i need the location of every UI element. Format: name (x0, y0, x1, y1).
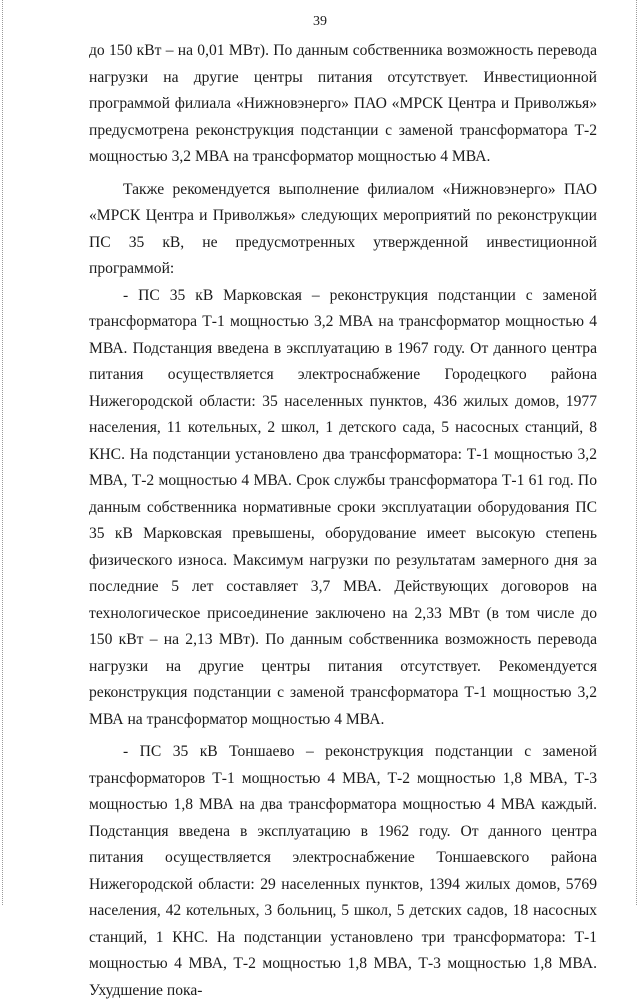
paragraph-recommendations-intro: Также рекомендуется выполнение филиалом «Нижновэнерго» ПАО «МРСК Центра и Приволжья» следующих мероприятий по реконструкции ПС 35 кВ, не предусмотренных утвержденной инвестиционной программой: (89, 180, 597, 277)
page-edge-right (636, 0, 638, 905)
page-number: 39 (313, 14, 327, 29)
document-body (89, 38, 597, 1004)
paragraph-markovskaya: - ПС 35 кВ Марковская – реконструкция подстанции с заменой трансформатора Т-1 мощностью 3,2 МВА на трансформатор мощностью 4 МВА. Подстанция введена в эксплуатацию в 1967 году. От данного центра питания осуществляется электроснабжение Городецкого района Нижегородской области: 35 населенных пунктов, 436 жилых домов, 1977 населения, 11 котельных, 2 школ, 1 детского сада, 5 насосных станций, 8 КНС. На подстанции установлено два трансформатора: Т-1 мощностью 3,2 МВА, Т-2 мощностью 4 МВА. Срок службы трансформатора Т-1 61 год. По данным собственника нормативные сроки эксплуатации оборудования ПС 35 кВ Марковская превышены, оборудование имеет высокую степень физического износа. Максимум нагрузки по результатам замерного дня за последние 5 лет составляет 3,7 МВА. Действующих договоров на технологическое присоединение заключено на 2,33 МВт (в том числе до 150 кВт – на 2,13 МВт). По данным собственника возможность перевода нагрузки на другие центры питания отсутствует. Рекомендуется реконструкция подстанции с заменой трансформатора Т-1 мощностью 3,2 МВА на трансформатор мощностью 4 МВА. (89, 286, 597, 728)
page-edge-left (2, 0, 4, 905)
paragraph-tonshaevo: - ПС 35 кВ Тоншаево – реконструкция подстанции с заменой трансформаторов Т-1 мощностью 4 МВА, Т-2 мощностью 1,8 МВА, Т-3 мощностью 1,8 МВА на два трансформатора мощностью 4 МВА каждый. Подстанция введена в эксплуатацию в 1962 году. От данного центра питания осуществляется электроснабжение Тоншаевского района Нижегородской области: 29 населенных пунктов, 1394 жилых домов, 5769 населения, 42 котельных, 3 больниц, 5 школ, 5 детских садов, 18 насосных станций, 1 КНС. На подстанции установлено три трансформатора: Т-1 мощностью 4 МВА, Т-2 мощностью 1,8 МВА, Т-3 мощностью 1,8 МВА. Ухудшение пока- (89, 743, 597, 999)
paragraph-continuation: до 150 кВт – на 0,01 МВт). По данным собственника возможность перевода нагрузки на другие центры питания отсутствует. Инвестиционной программой филиала «Нижновэнерго» ПАО «МРСК Центра и Приволжья» предусмотрена реконструкция подстанции с заменой трансформатора Т-2 мощностью 3,2 МВА на трансформатор мощностью 4 МВА. (89, 42, 597, 165)
